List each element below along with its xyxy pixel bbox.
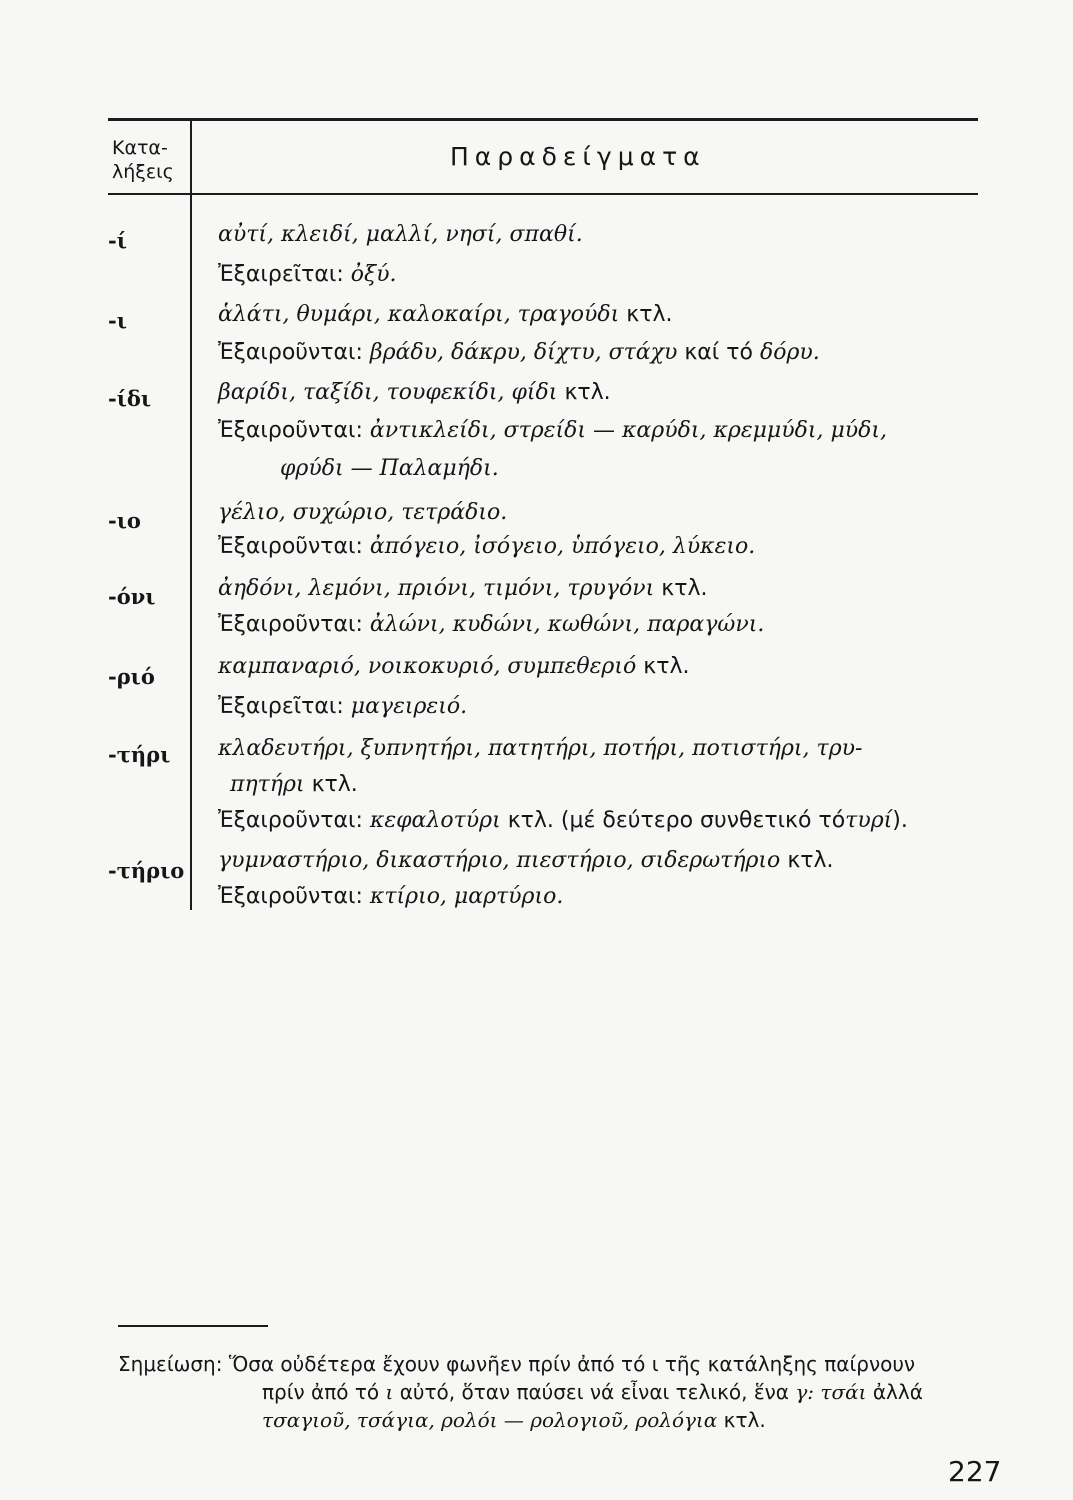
exception-label: Ἐξαιροῦνται: bbox=[218, 534, 363, 559]
exception-line bbox=[218, 612, 764, 637]
note-text-2c: ἀλλά bbox=[872, 1380, 923, 1404]
exception-line bbox=[218, 808, 908, 833]
examples-words: καμπαναριό, νοικοκυριό, συμπεθεριό bbox=[218, 654, 637, 679]
exception-note-end: ). bbox=[892, 808, 908, 833]
suffix-label: -ι bbox=[108, 308, 127, 333]
examples-line bbox=[218, 222, 583, 247]
exception-line bbox=[218, 884, 563, 909]
examples-continuation bbox=[230, 772, 358, 797]
suffix-label: -όνι bbox=[108, 584, 156, 609]
examples-line bbox=[218, 654, 689, 679]
table-top-rule bbox=[108, 118, 978, 121]
exception-continuation bbox=[280, 456, 499, 481]
suffix-label: -ριό bbox=[108, 664, 155, 689]
examples-etc: κτλ. bbox=[311, 772, 358, 797]
note-text-2b: αὐτό, ὅταν παύσει νά εἶναι τελικό, ἕνα bbox=[399, 1380, 789, 1404]
exception-connector: καί τό bbox=[684, 340, 753, 365]
examples-line bbox=[218, 500, 507, 525]
note-gamma: γ: bbox=[795, 1380, 815, 1404]
exception-label: Ἐξαιροῦνται: bbox=[218, 340, 363, 365]
exception-words: ἀντικλείδι, στρείδι — καρύδι, κρεμμύδι, μύδι, bbox=[369, 418, 887, 443]
examples-words: κλαδευτήρι, ξυπνητήρι, πατητήρι, ποτήρι, ποτιστήρι, τρυ- bbox=[218, 736, 863, 761]
note-line-3 bbox=[262, 1408, 766, 1432]
examples-words: γυμναστήριο, δικαστήριο, πιεστήριο, σιδερωτήριο bbox=[218, 848, 781, 873]
note-text-1: Ὅσα οὐδέτερα ἔχουν φωνῆεν πρίν ἀπό τό ι τῆς κατάληξης παίρνουν bbox=[228, 1352, 916, 1376]
examples-etc: κτλ. bbox=[661, 576, 708, 601]
note-label: Σημείωση: bbox=[118, 1352, 223, 1376]
suffix-label: -τήρι bbox=[108, 742, 171, 767]
table-header-rule bbox=[108, 193, 978, 195]
exception-words-end: δόρυ. bbox=[759, 340, 820, 365]
examples-etc: κτλ. bbox=[564, 380, 611, 405]
exception-line bbox=[218, 694, 467, 719]
exception-words: ἀπόγειο, ἰσόγειο, ὑπόγειο, λύκειο. bbox=[369, 534, 756, 559]
note-line-1 bbox=[118, 1352, 915, 1376]
exception-label: Ἐξαιροῦνται: bbox=[218, 884, 363, 909]
exception-words: ὀξύ. bbox=[350, 262, 397, 287]
column-header-endings-line2: λήξεις bbox=[112, 161, 174, 183]
examples-words: αὐτί, κλειδί, μαλλί, νησί, σπαθί. bbox=[218, 222, 583, 247]
suffix-label: -ί bbox=[108, 228, 127, 253]
examples-words: βαρίδι, ταξίδι, τουφεκίδι, φίδι bbox=[218, 380, 558, 405]
suffix-label: -ίδι bbox=[108, 386, 152, 411]
exception-line bbox=[218, 340, 820, 365]
suffix-label: -τήριο bbox=[108, 858, 185, 883]
column-header-endings bbox=[112, 136, 186, 184]
examples-line bbox=[218, 576, 707, 601]
exception-label: Ἐξαιρεῖται: bbox=[218, 262, 344, 287]
footnote-rule bbox=[118, 1325, 268, 1327]
column-header-endings-line1: Κατα- bbox=[112, 137, 168, 159]
exception-line bbox=[218, 418, 887, 443]
note-text-2a: πρίν ἀπό τό bbox=[262, 1380, 380, 1404]
exception-label: Ἐξαιρεῖται: bbox=[218, 694, 344, 719]
note-line-2 bbox=[262, 1380, 923, 1404]
exception-words: κεφαλοτύρι bbox=[369, 808, 501, 833]
examples-etc: κτλ. bbox=[643, 654, 690, 679]
exception-line bbox=[218, 262, 397, 287]
exception-words: ἀλώνι, κυδώνι, κωθώνι, παραγώνι. bbox=[369, 612, 765, 637]
examples-etc: κτλ. bbox=[626, 302, 673, 327]
examples-words-cont: πητήρι bbox=[230, 772, 305, 797]
exception-words: μαγειρειό. bbox=[350, 694, 468, 719]
exception-label: Ἐξαιροῦνται: bbox=[218, 418, 363, 443]
exception-label: Ἐξαιροῦνται: bbox=[218, 612, 363, 637]
exception-words: βράδυ, δάκρυ, δίχτυ, στάχυ bbox=[369, 340, 678, 365]
examples-line bbox=[218, 380, 611, 405]
note-words-3: τσαγιοῦ, τσάγια, ρολόι — ρολογιοῦ, ρολόγια bbox=[262, 1408, 718, 1432]
note-word-tsai: τσάι bbox=[820, 1380, 867, 1404]
note-etc: κτλ. bbox=[723, 1408, 766, 1432]
examples-words: γέλιο, συχώριο, τετράδιο. bbox=[218, 500, 508, 525]
examples-line bbox=[218, 302, 673, 327]
exception-line bbox=[218, 534, 755, 559]
exception-words: κτίριο, μαρτύριο. bbox=[369, 884, 564, 909]
exception-label: Ἐξαιροῦνται: bbox=[218, 808, 363, 833]
examples-words: ἀηδόνι, λεμόνι, πριόνι, τιμόνι, τρυγόνι bbox=[218, 576, 655, 601]
examples-words: ἁλάτι, θυμάρι, καλοκαίρι, τραγούδι bbox=[218, 302, 620, 327]
page-number: 227 bbox=[948, 1455, 1002, 1488]
exception-words-cont: φρύδι — Παλαμήδι. bbox=[280, 456, 499, 481]
examples-etc: κτλ. bbox=[787, 848, 834, 873]
exception-note: κτλ. (μέ δεύτερο συνθετικό τό bbox=[507, 808, 846, 833]
examples-line bbox=[218, 736, 862, 761]
table-column-divider bbox=[190, 120, 192, 910]
note-iota: ι bbox=[385, 1380, 394, 1404]
suffix-label: -ιο bbox=[108, 508, 141, 533]
examples-line bbox=[218, 848, 834, 873]
exception-note-word: τυρί bbox=[845, 808, 893, 833]
column-header-examples: Παραδείγματα bbox=[450, 142, 706, 171]
